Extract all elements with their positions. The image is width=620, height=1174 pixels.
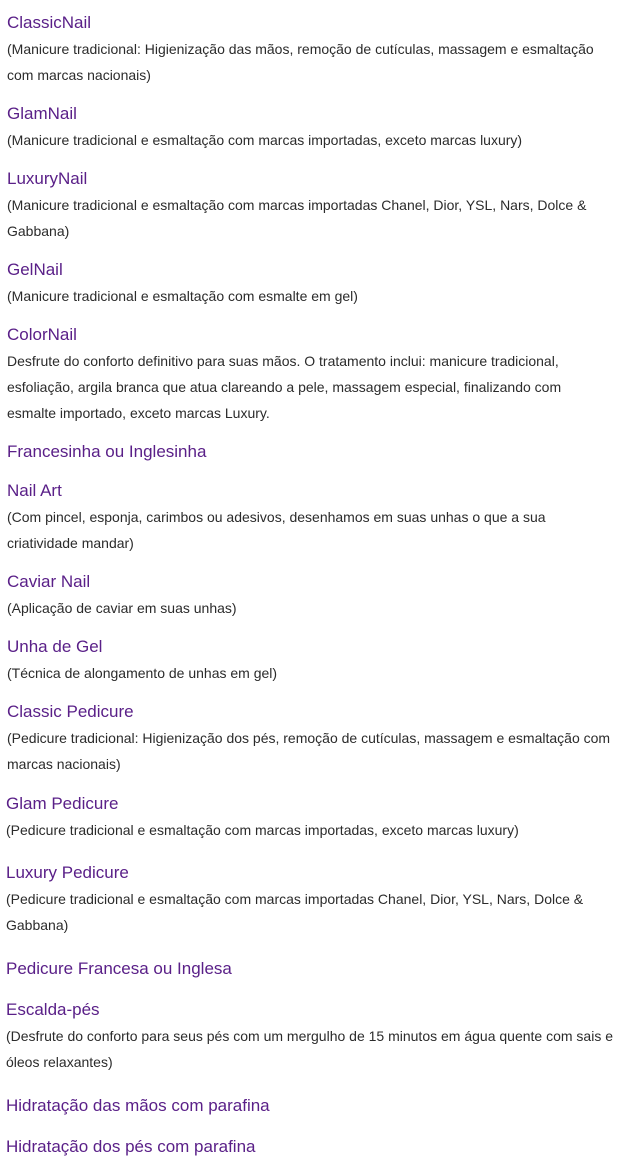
service-name: Glam Pedicure <box>6 794 119 813</box>
service-name: Francesinha ou Inglesinha <box>7 442 207 461</box>
service-hidratacao-pes <box>6 1136 614 1158</box>
service-description: (Técnica de alongamento de unhas em gel) <box>7 665 278 681</box>
service-description: (Pedicure tradicional e esmaltação com marcas importadas Chanel, Dior, YSL, Nars, Dolce & Gabbana) <box>6 891 584 933</box>
service-name: Caviar Nail <box>7 572 91 591</box>
service-gelnail <box>7 259 614 309</box>
service-description: (Manicure tradicional e esmaltação com esmalte em gel) <box>7 288 358 304</box>
service-pedicure-francesa <box>6 958 614 980</box>
service-description: Desfrute do conforto definitivo para suas mãos. O tratamento inclui: manicure tradicional, esfoliação, argila branca que atua clareando a pele, massagem especial, finalizando com esmalte importado, exceto marcas Luxury. <box>7 353 562 421</box>
service-name: LuxuryNail <box>7 169 88 188</box>
service-nail-art <box>7 480 614 556</box>
service-description: (Manicure tradicional e esmaltação com marcas importadas, exceto marcas luxury) <box>7 132 523 148</box>
service-unha-de-gel <box>7 636 614 686</box>
service-classicnail <box>7 12 614 88</box>
service-name: Pedicure Francesa ou Inglesa <box>6 959 232 978</box>
service-hidratacao-maos <box>6 1095 614 1117</box>
service-name: Escalda-pés <box>6 1000 100 1019</box>
service-luxurynail <box>7 168 614 244</box>
service-name: Unha de Gel <box>7 637 103 656</box>
service-colornail <box>7 324 614 426</box>
service-description: (Com pincel, esponja, carimbos ou adesivos, desenhamos em suas unhas o que a sua criatividade mandar) <box>7 509 546 551</box>
service-description: (Manicure tradicional: Higienização das mãos, remoção de cutículas, massagem e esmaltação com marcas nacionais) <box>7 41 594 83</box>
service-name: Luxury Pedicure <box>6 863 129 882</box>
service-name: Hidratação dos pés com parafina <box>6 1137 256 1156</box>
service-name: Nail Art <box>7 481 62 500</box>
service-description: (Desfrute do conforto para seus pés com um mergulho de 15 minutos em água quente com sais e óleos relaxantes) <box>6 1028 613 1070</box>
service-name: ClassicNail <box>7 13 92 32</box>
service-caviar-nail <box>7 571 614 621</box>
service-name: GelNail <box>7 260 63 279</box>
service-description: (Manicure tradicional e esmaltação com marcas importadas Chanel, Dior, YSL, Nars, Dolce & Gabbana) <box>7 197 587 239</box>
service-description: (Pedicure tradicional e esmaltação com marcas importadas, exceto marcas luxury) <box>6 822 519 838</box>
service-name: GlamNail <box>7 104 77 123</box>
service-name: Classic Pedicure <box>7 702 134 721</box>
service-description: (Aplicação de caviar em suas unhas) <box>7 600 237 616</box>
service-escalda-pes <box>6 999 614 1075</box>
service-francesinha <box>7 441 614 463</box>
service-glam-pedicure <box>6 793 614 843</box>
service-luxury-pedicure <box>6 862 614 938</box>
service-glamnail <box>7 103 614 153</box>
service-classic-pedicure <box>7 701 614 777</box>
service-name: Hidratação das mãos com parafina <box>6 1096 270 1115</box>
service-description: (Pedicure tradicional: Higienização dos pés, remoção de cutículas, massagem e esmaltação com marcas nacionais) <box>7 730 611 772</box>
service-name: ColorNail <box>7 325 77 344</box>
